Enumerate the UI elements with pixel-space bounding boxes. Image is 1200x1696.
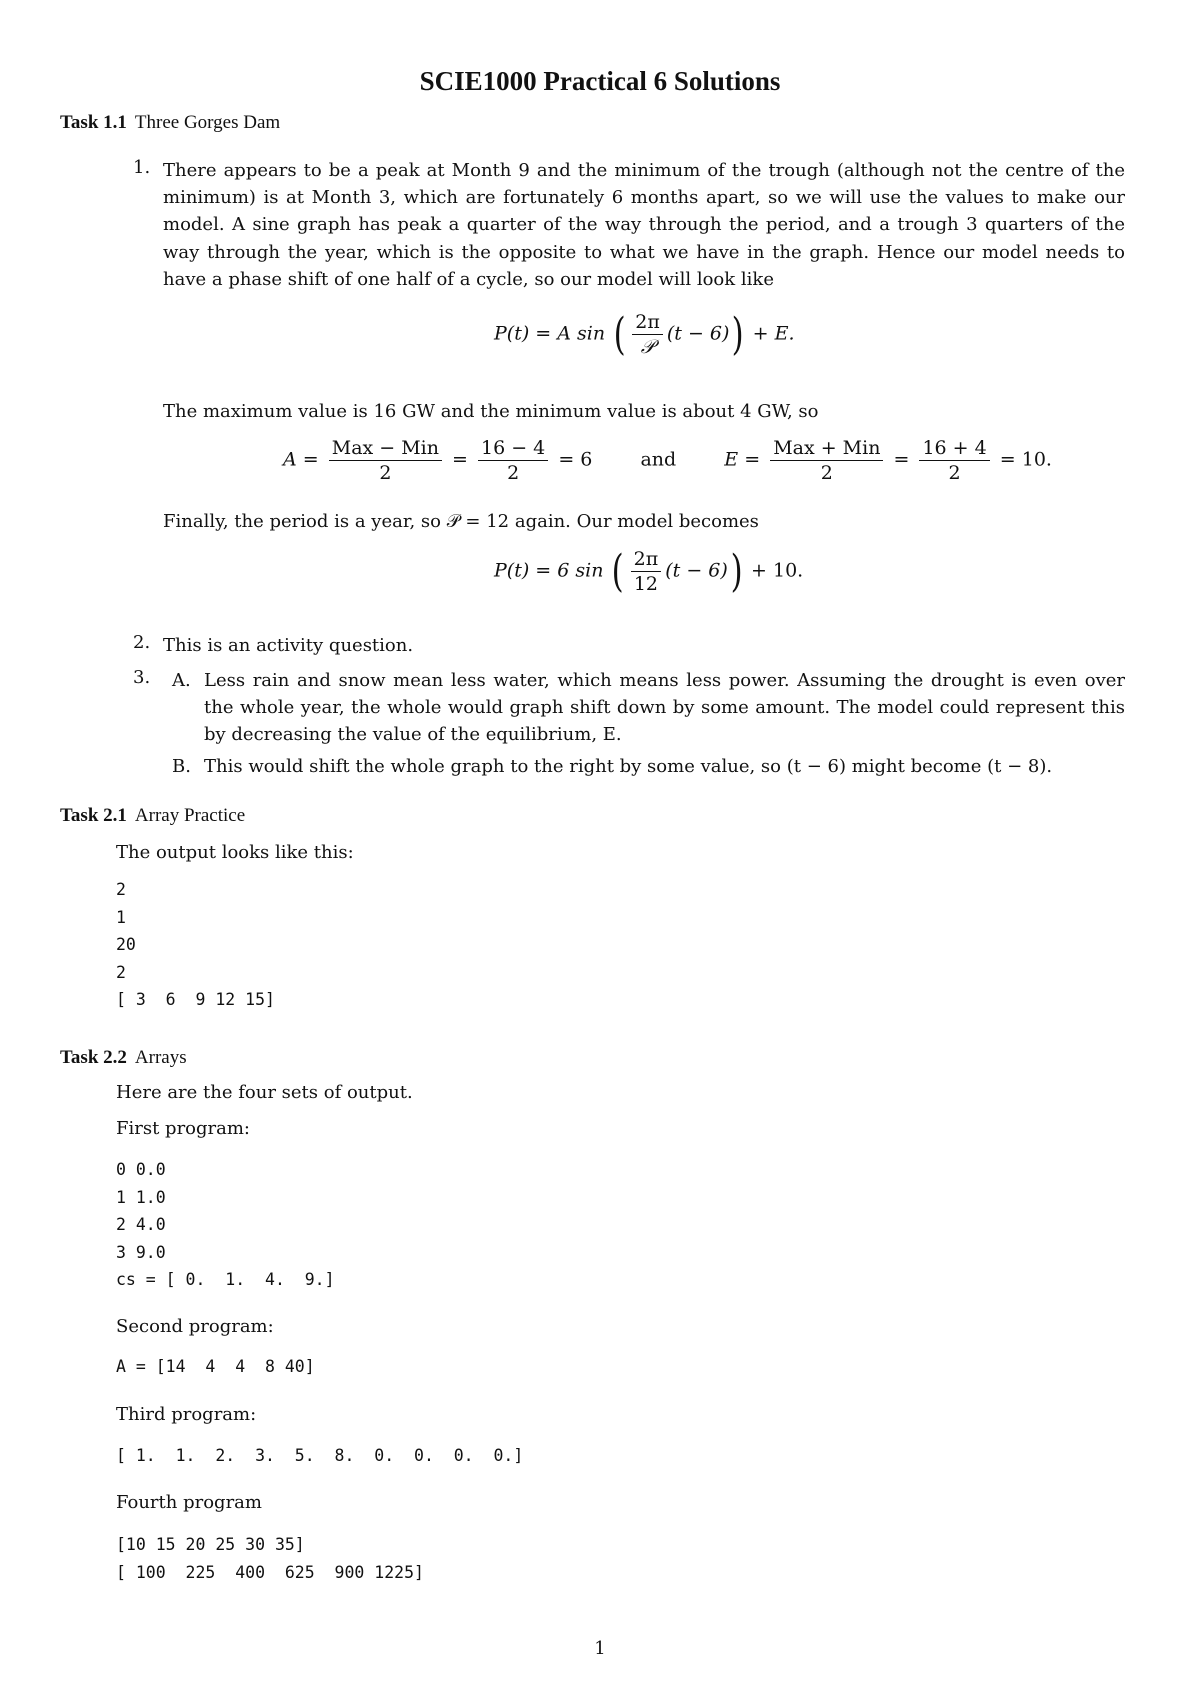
eq-lhs: P(t) = A sin (494, 322, 606, 345)
eq-fraction (632, 311, 663, 358)
eq-rhs: + 10. (751, 559, 804, 582)
equation-model-general (494, 308, 795, 360)
eq-fraction-den: 12 (633, 573, 659, 595)
task-1-1-heading (60, 112, 280, 134)
fourth-program-output: [10 15 20 25 30 35] [ 100 225 400 625 900 1225] (116, 1535, 424, 1582)
eq-a-lhs: A = (283, 448, 319, 471)
frac-den: 2 (507, 462, 520, 484)
first-program-label: First program: (116, 1118, 250, 1139)
second-program-output: A = [14 4 4 8 40] (116, 1357, 315, 1376)
paren-left: ( (612, 545, 625, 597)
task-2-2-intro: Here are the four sets of output. (116, 1082, 413, 1103)
frac-num: Max + Min (770, 437, 883, 461)
eq-e-frac1 (770, 437, 883, 484)
eq-inner: (t − 6) (666, 322, 730, 345)
task-2-1-output: 2 1 20 2 [ 3 6 9 12 15] (116, 880, 275, 1009)
eq-e-frac2 (919, 437, 989, 484)
task-2-2-heading (60, 1047, 187, 1069)
item-1-paragraph: There appears to be a peak at Month 9 and the minimum of the trough (although not the centre of the minimum) is at Month 3, which are fortunately 6 months apart, so we will use the values to make our model. A sine graph has peak a quarter of the way through the period, and a trough 3 quarters of the way through the year, which is the opposite to what we have in the graph. Hence our model needs to have a phase shift of one half of a cycle, so our model will look like (163, 160, 1125, 290)
item-number: 2. (133, 632, 151, 653)
paren-left: ( (613, 308, 626, 360)
second-program-label: Second program: (116, 1316, 274, 1337)
item-3a-paragraph: Less rain and snow mean less water, which means less power. Assuming the drought is even over the whole year, the whole would graph shift down by some amount. The model could represent this by decreasing the value of the equilibrium, E. (204, 670, 1125, 746)
eq-fraction-num: 2π (632, 311, 663, 335)
third-program-output: [ 1. 1. 2. 3. 5. 8. 0. 0. 0. 0.] (116, 1446, 524, 1465)
third-program-label: Third program: (116, 1404, 257, 1425)
item-number: 1. (133, 157, 151, 178)
task-label: Task 1.1 (60, 112, 127, 133)
task-name: Arrays (134, 1047, 187, 1068)
eq-a-frac2 (478, 437, 548, 484)
eq-e-lhs: E = (724, 448, 761, 471)
eq-a-frac1 (329, 437, 442, 484)
equation-model-final (494, 545, 804, 597)
equation-amplitude-equilibrium: A = $\frac{\text{Max − Min}}{2}$ = $\frac{16 - 4}{2}$ = 6 and E = $\frac{\text{Max + Min}}{2}$ = $\frac{16 + 4}{2}$ = 10. (283, 437, 1052, 484)
item-3b-paragraph: This would shift the whole graph to the right by some value, so (t − 6) might become (t − 8). (204, 756, 1053, 777)
task-2-1-intro: The output looks like this: (116, 842, 354, 863)
frac-den: 2 (379, 462, 392, 484)
maxmin-paragraph: The maximum value is 16 GW and the minimum value is about 4 GW, so (163, 401, 819, 422)
eq-inner: (t − 6) (665, 559, 728, 582)
paren-right: ) (730, 545, 743, 597)
task-label: Task 2.2 (60, 1047, 127, 1068)
paren-right: ) (732, 308, 745, 360)
fourth-program-label: Fourth program (116, 1492, 262, 1513)
task-name: Array Practice (134, 805, 246, 826)
frac-den: 2 (820, 462, 833, 484)
frac-num: 16 − 4 (478, 437, 548, 461)
period-paragraph: Finally, the period is a year, so 𝒫 = 12 again. Our model becomes (163, 511, 759, 532)
eq-fraction (631, 548, 662, 595)
eq-fraction-den: 𝒫 (640, 336, 655, 358)
frac-num: Max − Min (329, 437, 442, 461)
frac-num: 16 + 4 (919, 437, 989, 461)
page-number: 1 (594, 1638, 606, 1659)
item-2-paragraph: This is an activity question. (163, 635, 414, 656)
page-title: SCIE1000 Practical 6 Solutions (419, 66, 781, 96)
eq-rhs: + E. (752, 322, 795, 345)
eq-and: and (640, 448, 677, 471)
eq-fraction-num: 2π (631, 548, 662, 572)
subitem-label-b: B. (172, 756, 191, 777)
subitem-label-a: A. (172, 670, 191, 691)
eq-a-result: = 6 (558, 448, 593, 471)
task-name: Three Gorges Dam (134, 112, 281, 133)
item-number: 3. (133, 667, 151, 688)
task-label: Task 2.1 (60, 805, 127, 826)
task-2-1-heading (60, 805, 245, 827)
frac-den: 2 (948, 462, 961, 484)
eq-e-result: = 10. (999, 448, 1052, 471)
eq-lhs: P(t) = 6 sin (494, 559, 604, 582)
first-program-output: 0 0.0 1 1.0 2 4.0 3 9.0 cs = [ 0. 1. 4. 9.] (116, 1160, 335, 1289)
